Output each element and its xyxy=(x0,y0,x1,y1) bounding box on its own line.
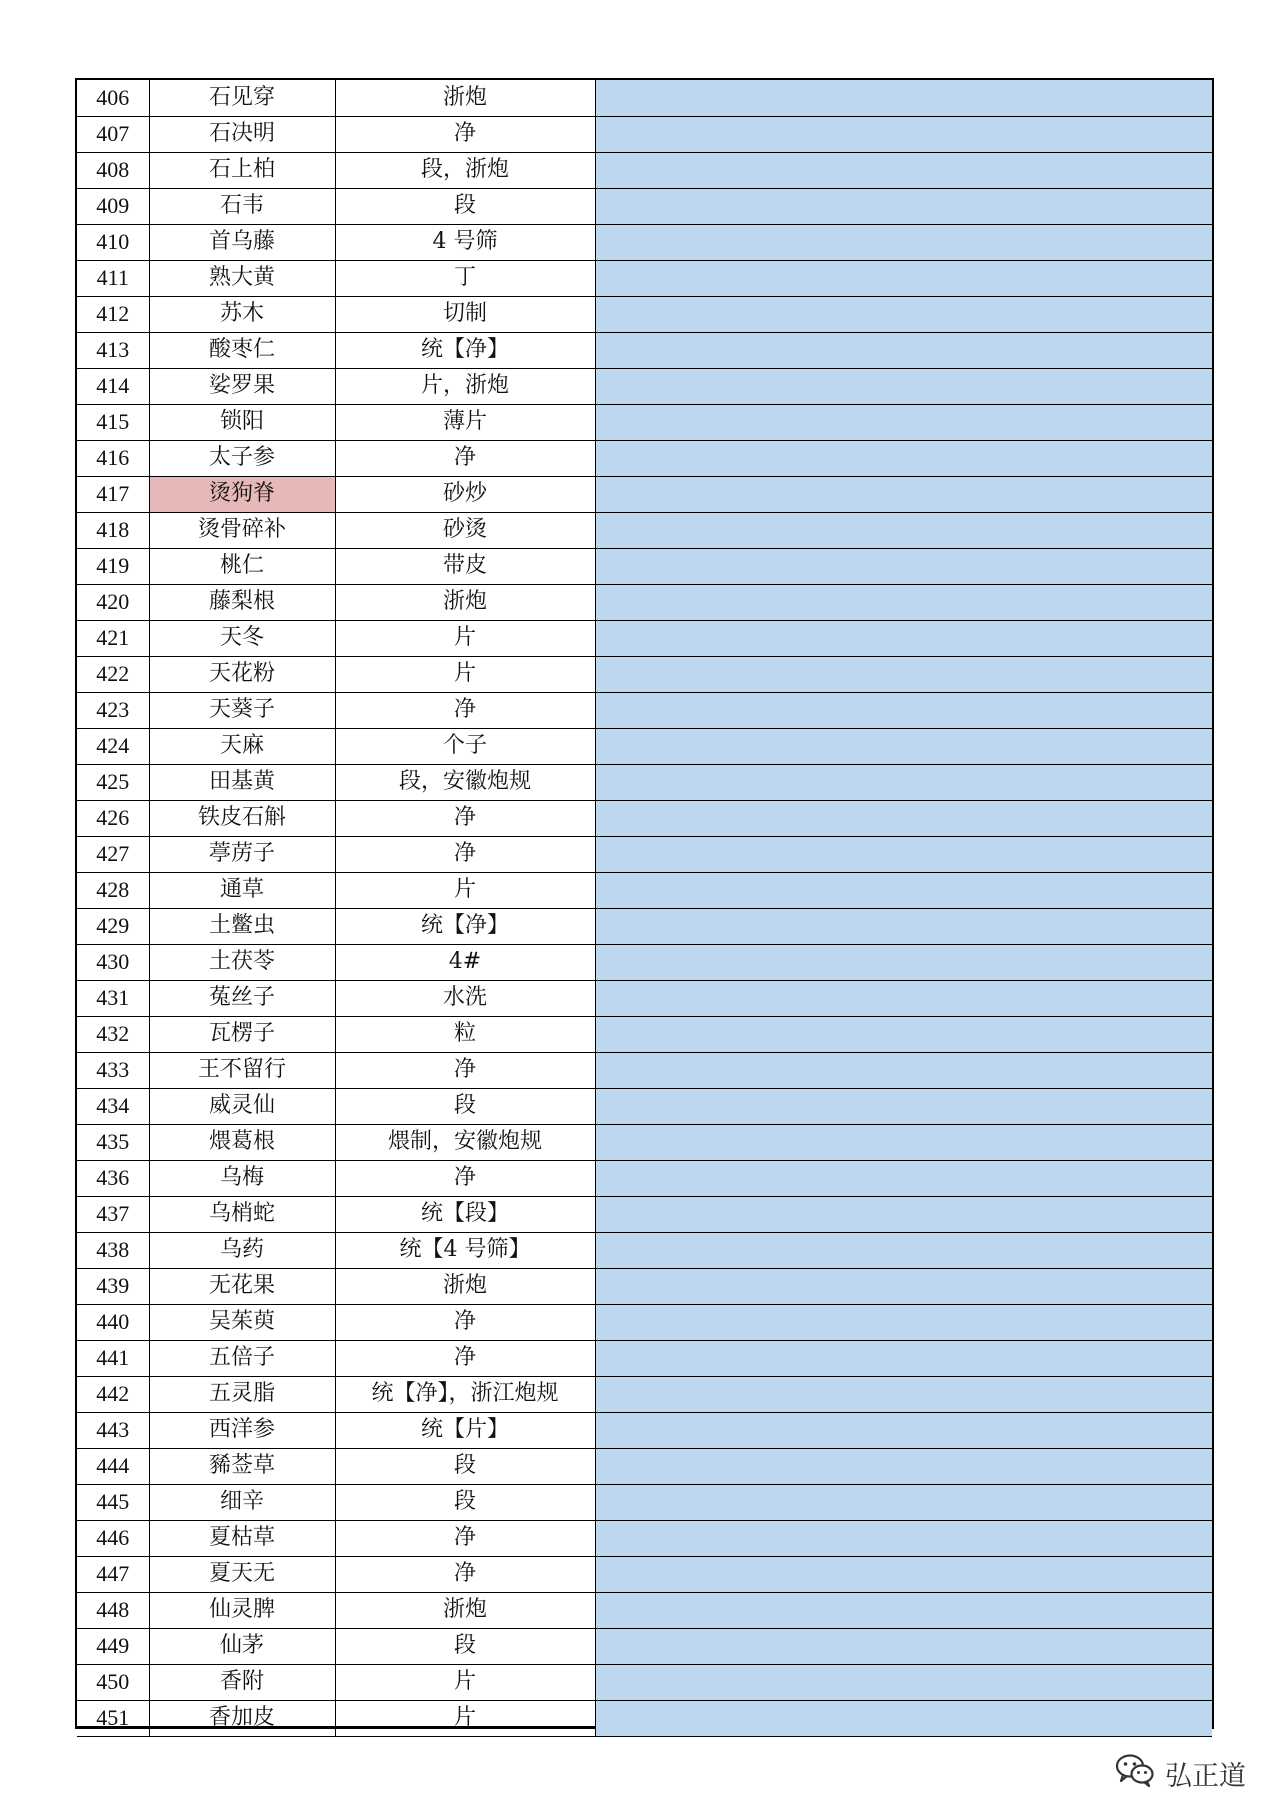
processing-spec-cell: 片 xyxy=(335,656,595,692)
table-row xyxy=(77,1196,1212,1232)
row-number-cell: 414 xyxy=(77,368,149,404)
table-row xyxy=(77,80,1212,116)
herb-name-cell: 石上柏 xyxy=(149,152,335,188)
row-number-cell: 417 xyxy=(77,476,149,512)
blank-shaded-cell xyxy=(595,800,1212,836)
blank-shaded-cell xyxy=(595,476,1212,512)
herb-name-cell: 娑罗果 xyxy=(149,368,335,404)
processing-spec-cell: 统【片】 xyxy=(335,1412,595,1448)
table-row xyxy=(77,116,1212,152)
row-number-cell: 443 xyxy=(77,1412,149,1448)
blank-shaded-cell xyxy=(595,368,1212,404)
row-number-cell: 423 xyxy=(77,692,149,728)
blank-shaded-cell xyxy=(595,116,1212,152)
row-number-cell: 429 xyxy=(77,908,149,944)
processing-spec-cell: 净 xyxy=(335,692,595,728)
herb-name-cell: 铁皮石斛 xyxy=(149,800,335,836)
row-number-cell: 413 xyxy=(77,332,149,368)
herb-name-cell: 瓦楞子 xyxy=(149,1016,335,1052)
row-number-cell: 436 xyxy=(77,1160,149,1196)
processing-spec-cell: 4 号筛 xyxy=(335,224,595,260)
herb-name-cell: 豨莶草 xyxy=(149,1448,335,1484)
processing-spec-cell: 净 xyxy=(335,1160,595,1196)
processing-spec-cell: 净 xyxy=(335,1556,595,1592)
row-number-cell: 439 xyxy=(77,1268,149,1304)
row-number-cell: 430 xyxy=(77,944,149,980)
processing-spec-cell: 粒 xyxy=(335,1016,595,1052)
row-number-cell: 418 xyxy=(77,512,149,548)
blank-shaded-cell xyxy=(595,1124,1212,1160)
row-number-cell: 425 xyxy=(77,764,149,800)
processing-spec-cell: 薄片 xyxy=(335,404,595,440)
table-row xyxy=(77,1664,1212,1700)
herb-name-cell: 仙灵脾 xyxy=(149,1592,335,1628)
processing-spec-cell: 净 xyxy=(335,1340,595,1376)
processing-spec-cell: 4# xyxy=(335,944,595,980)
blank-shaded-cell xyxy=(595,1016,1212,1052)
row-number-cell: 449 xyxy=(77,1628,149,1664)
table-row xyxy=(77,476,1212,512)
processing-spec-cell: 净 xyxy=(335,800,595,836)
table-row xyxy=(77,368,1212,404)
blank-shaded-cell xyxy=(595,620,1212,656)
herb-table-body xyxy=(77,80,1212,1736)
wechat-icon xyxy=(1115,1753,1155,1794)
herb-name-cell: 吴茱萸 xyxy=(149,1304,335,1340)
table-row xyxy=(77,584,1212,620)
table-row xyxy=(77,1448,1212,1484)
blank-shaded-cell xyxy=(595,872,1212,908)
table-row xyxy=(77,1160,1212,1196)
blank-shaded-cell xyxy=(595,980,1212,1016)
processing-spec-cell: 片 xyxy=(335,620,595,656)
processing-spec-cell: 统【净】 xyxy=(335,332,595,368)
processing-spec-cell: 净 xyxy=(335,440,595,476)
processing-spec-cell: 净 xyxy=(335,1520,595,1556)
herb-name-cell: 五灵脂 xyxy=(149,1376,335,1412)
processing-spec-cell: 浙炮 xyxy=(335,584,595,620)
blank-shaded-cell xyxy=(595,1340,1212,1376)
row-number-cell: 420 xyxy=(77,584,149,620)
processing-spec-cell: 浙炮 xyxy=(335,1592,595,1628)
row-number-cell: 444 xyxy=(77,1448,149,1484)
blank-shaded-cell xyxy=(595,152,1212,188)
herb-name-cell: 西洋参 xyxy=(149,1412,335,1448)
processing-spec-cell: 煨制，安徽炮规 xyxy=(335,1124,595,1160)
row-number-cell: 410 xyxy=(77,224,149,260)
herb-name-cell: 夏天无 xyxy=(149,1556,335,1592)
row-number-cell: 422 xyxy=(77,656,149,692)
watermark xyxy=(1115,1753,1246,1793)
table-row xyxy=(77,1340,1212,1376)
processing-spec-cell: 浙炮 xyxy=(335,80,595,116)
table-row xyxy=(77,764,1212,800)
table-row xyxy=(77,1412,1212,1448)
table-row xyxy=(77,1700,1212,1736)
row-number-cell: 424 xyxy=(77,728,149,764)
herb-name-cell: 葶苈子 xyxy=(149,836,335,872)
herb-name-cell: 天麻 xyxy=(149,728,335,764)
herb-name-cell: 夏枯草 xyxy=(149,1520,335,1556)
blank-shaded-cell xyxy=(595,692,1212,728)
herb-name-cell: 菟丝子 xyxy=(149,980,335,1016)
row-number-cell: 426 xyxy=(77,800,149,836)
table-row xyxy=(77,1520,1212,1556)
table-row xyxy=(77,1268,1212,1304)
processing-spec-cell: 统【净】，浙江炮规 xyxy=(335,1376,595,1412)
table-row xyxy=(77,260,1212,296)
blank-shaded-cell xyxy=(595,512,1212,548)
blank-shaded-cell xyxy=(595,1520,1212,1556)
row-number-cell: 441 xyxy=(77,1340,149,1376)
table-row xyxy=(77,656,1212,692)
processing-spec-cell: 净 xyxy=(335,836,595,872)
row-number-cell: 419 xyxy=(77,548,149,584)
table-row xyxy=(77,1556,1212,1592)
processing-spec-cell: 丁 xyxy=(335,260,595,296)
table-row xyxy=(77,944,1212,980)
processing-spec-cell: 水洗 xyxy=(335,980,595,1016)
processing-spec-cell: 段，安徽炮规 xyxy=(335,764,595,800)
herb-name-cell: 土鳖虫 xyxy=(149,908,335,944)
row-number-cell: 415 xyxy=(77,404,149,440)
table-row xyxy=(77,548,1212,584)
blank-shaded-cell xyxy=(595,332,1212,368)
herb-name-cell: 乌药 xyxy=(149,1232,335,1268)
blank-shaded-cell xyxy=(595,1592,1212,1628)
blank-shaded-cell xyxy=(595,1664,1212,1700)
herb-name-cell: 锁阳 xyxy=(149,404,335,440)
blank-shaded-cell xyxy=(595,80,1212,116)
herb-name-cell: 酸枣仁 xyxy=(149,332,335,368)
row-number-cell: 450 xyxy=(77,1664,149,1700)
processing-spec-cell: 段 xyxy=(335,1628,595,1664)
blank-shaded-cell xyxy=(595,836,1212,872)
processing-spec-cell: 段 xyxy=(335,1088,595,1124)
table-row xyxy=(77,1232,1212,1268)
table-row xyxy=(77,296,1212,332)
blank-shaded-cell xyxy=(595,188,1212,224)
herb-name-cell: 天花粉 xyxy=(149,656,335,692)
blank-shaded-cell xyxy=(595,224,1212,260)
processing-spec-cell: 净 xyxy=(335,1304,595,1340)
processing-spec-cell: 净 xyxy=(335,1052,595,1088)
herb-name-cell: 熟大黄 xyxy=(149,260,335,296)
blank-shaded-cell xyxy=(595,656,1212,692)
row-number-cell: 407 xyxy=(77,116,149,152)
herb-name-cell: 香加皮 xyxy=(149,1700,335,1736)
blank-shaded-cell xyxy=(595,1376,1212,1412)
processing-spec-cell: 浙炮 xyxy=(335,1268,595,1304)
blank-shaded-cell xyxy=(595,1052,1212,1088)
blank-shaded-cell xyxy=(595,1088,1212,1124)
table-row xyxy=(77,152,1212,188)
row-number-cell: 451 xyxy=(77,1700,149,1736)
blank-shaded-cell xyxy=(595,1412,1212,1448)
blank-shaded-cell xyxy=(595,764,1212,800)
herb-name-cell: 仙茅 xyxy=(149,1628,335,1664)
herb-name-cell: 威灵仙 xyxy=(149,1088,335,1124)
herb-name-cell: 五倍子 xyxy=(149,1340,335,1376)
herb-name-cell: 田基黄 xyxy=(149,764,335,800)
row-number-cell: 440 xyxy=(77,1304,149,1340)
watermark-text: 弘正道 xyxy=(1165,1760,1246,1792)
row-number-cell: 445 xyxy=(77,1484,149,1520)
blank-shaded-cell xyxy=(595,1196,1212,1232)
processing-spec-cell: 统【段】 xyxy=(335,1196,595,1232)
blank-shaded-cell xyxy=(595,260,1212,296)
blank-shaded-cell xyxy=(595,1232,1212,1268)
table-row xyxy=(77,188,1212,224)
table-row xyxy=(77,1592,1212,1628)
table-row xyxy=(77,980,1212,1016)
row-number-cell: 431 xyxy=(77,980,149,1016)
herb-name-cell: 无花果 xyxy=(149,1268,335,1304)
row-number-cell: 448 xyxy=(77,1592,149,1628)
table-row xyxy=(77,224,1212,260)
row-number-cell: 446 xyxy=(77,1520,149,1556)
herb-name-cell: 苏木 xyxy=(149,296,335,332)
herb-name-cell: 烫狗脊 xyxy=(149,476,335,512)
table-row xyxy=(77,836,1212,872)
row-number-cell: 421 xyxy=(77,620,149,656)
row-number-cell: 434 xyxy=(77,1088,149,1124)
herb-name-cell: 土茯苓 xyxy=(149,944,335,980)
table-row xyxy=(77,1376,1212,1412)
blank-shaded-cell xyxy=(595,1304,1212,1340)
herb-name-cell: 煨葛根 xyxy=(149,1124,335,1160)
blank-shaded-cell xyxy=(595,548,1212,584)
blank-shaded-cell xyxy=(595,1556,1212,1592)
blank-shaded-cell xyxy=(595,1484,1212,1520)
processing-spec-cell: 段 xyxy=(335,1484,595,1520)
processing-spec-cell: 净 xyxy=(335,116,595,152)
row-number-cell: 412 xyxy=(77,296,149,332)
row-number-cell: 427 xyxy=(77,836,149,872)
herb-name-cell: 通草 xyxy=(149,872,335,908)
processing-spec-cell: 砂炒 xyxy=(335,476,595,512)
table-row xyxy=(77,1304,1212,1340)
herb-name-cell: 石决明 xyxy=(149,116,335,152)
blank-shaded-cell xyxy=(595,1700,1212,1736)
table-row xyxy=(77,728,1212,764)
row-number-cell: 435 xyxy=(77,1124,149,1160)
row-number-cell: 437 xyxy=(77,1196,149,1232)
table-row xyxy=(77,404,1212,440)
blank-shaded-cell xyxy=(595,1160,1212,1196)
table-row xyxy=(77,332,1212,368)
table-row xyxy=(77,908,1212,944)
row-number-cell: 408 xyxy=(77,152,149,188)
table-row xyxy=(77,692,1212,728)
blank-shaded-cell xyxy=(595,728,1212,764)
herb-name-cell: 细辛 xyxy=(149,1484,335,1520)
row-number-cell: 409 xyxy=(77,188,149,224)
table-row xyxy=(77,1124,1212,1160)
row-number-cell: 428 xyxy=(77,872,149,908)
row-number-cell: 411 xyxy=(77,260,149,296)
table-row xyxy=(77,620,1212,656)
blank-shaded-cell xyxy=(595,1628,1212,1664)
herb-name-cell: 石见穿 xyxy=(149,80,335,116)
processing-spec-cell: 片 xyxy=(335,1700,595,1736)
table-row xyxy=(77,1016,1212,1052)
herb-name-cell: 石韦 xyxy=(149,188,335,224)
table-row xyxy=(77,1052,1212,1088)
table-row xyxy=(77,1088,1212,1124)
herb-name-cell: 太子参 xyxy=(149,440,335,476)
herb-name-cell: 天冬 xyxy=(149,620,335,656)
table-row xyxy=(77,512,1212,548)
herb-name-cell: 乌梢蛇 xyxy=(149,1196,335,1232)
herb-name-cell: 乌梅 xyxy=(149,1160,335,1196)
row-number-cell: 447 xyxy=(77,1556,149,1592)
blank-shaded-cell xyxy=(595,296,1212,332)
herb-name-cell: 藤梨根 xyxy=(149,584,335,620)
row-number-cell: 432 xyxy=(77,1016,149,1052)
row-number-cell: 433 xyxy=(77,1052,149,1088)
processing-spec-cell: 片 xyxy=(335,1664,595,1700)
blank-shaded-cell xyxy=(595,404,1212,440)
blank-shaded-cell xyxy=(595,584,1212,620)
herb-name-cell: 天葵子 xyxy=(149,692,335,728)
herb-table xyxy=(77,80,1212,1737)
table-row xyxy=(77,872,1212,908)
blank-shaded-cell xyxy=(595,440,1212,476)
blank-shaded-cell xyxy=(595,1448,1212,1484)
blank-shaded-cell xyxy=(595,1268,1212,1304)
herb-table-sheet xyxy=(75,78,1214,1729)
processing-spec-cell: 段 xyxy=(335,1448,595,1484)
table-row xyxy=(77,800,1212,836)
processing-spec-cell: 砂烫 xyxy=(335,512,595,548)
blank-shaded-cell xyxy=(595,944,1212,980)
table-row xyxy=(77,1484,1212,1520)
processing-spec-cell: 统【4 号筛】 xyxy=(335,1232,595,1268)
row-number-cell: 406 xyxy=(77,80,149,116)
blank-shaded-cell xyxy=(595,908,1212,944)
herb-name-cell: 首乌藤 xyxy=(149,224,335,260)
herb-name-cell: 烫骨碎补 xyxy=(149,512,335,548)
processing-spec-cell: 统【净】 xyxy=(335,908,595,944)
table-row xyxy=(77,1628,1212,1664)
row-number-cell: 438 xyxy=(77,1232,149,1268)
herb-name-cell: 王不留行 xyxy=(149,1052,335,1088)
processing-spec-cell: 带皮 xyxy=(335,548,595,584)
table-row xyxy=(77,440,1212,476)
row-number-cell: 442 xyxy=(77,1376,149,1412)
processing-spec-cell: 切制 xyxy=(335,296,595,332)
herb-name-cell: 桃仁 xyxy=(149,548,335,584)
processing-spec-cell: 个子 xyxy=(335,728,595,764)
processing-spec-cell: 片，浙炮 xyxy=(335,368,595,404)
row-number-cell: 416 xyxy=(77,440,149,476)
herb-name-cell: 香附 xyxy=(149,1664,335,1700)
processing-spec-cell: 段 xyxy=(335,188,595,224)
processing-spec-cell: 片 xyxy=(335,872,595,908)
processing-spec-cell: 段，浙炮 xyxy=(335,152,595,188)
